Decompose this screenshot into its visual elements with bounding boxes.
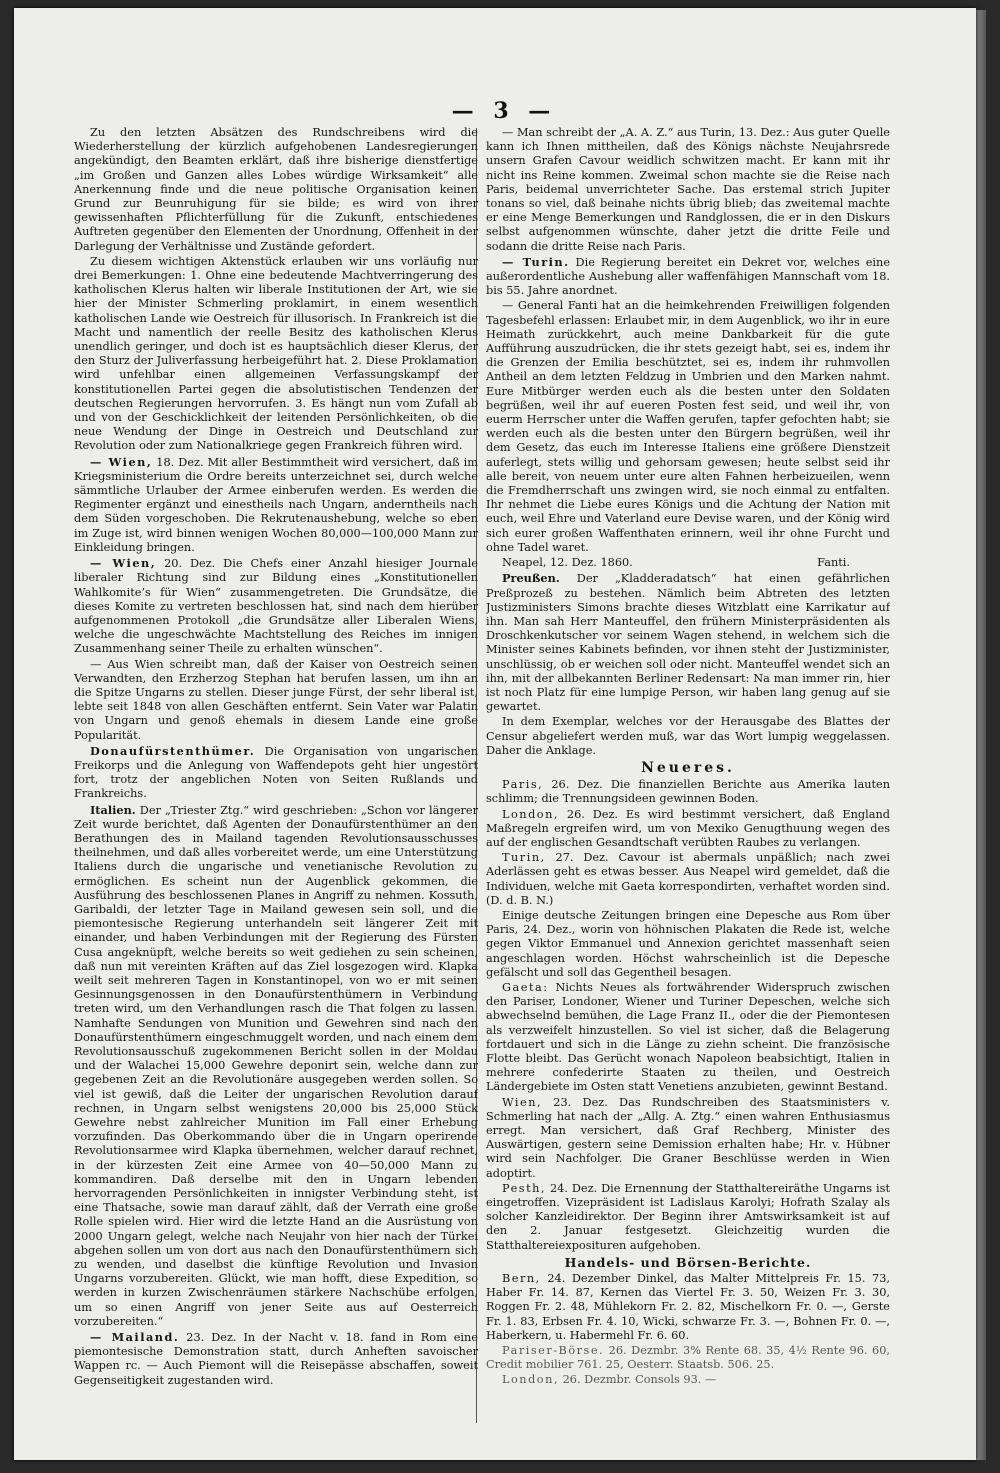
dateline: Preußen. xyxy=(502,571,560,586)
section-heading-boersen: Handels- und Börsen-Berichte. xyxy=(564,1254,812,1270)
paragraph: London, 26. Dez. Es wird bestimmt versichert, daß England Maßregeln ergreifen wird, um von Mexiko Genugthuung wegen des auf der englischen Gesandtschaft verübten Raubes zu verlangen. xyxy=(486,807,890,849)
paragraph: Gaeta: Nichts Neues als fortwährender Widerspruch zwischen den Pariser, Londoner, Wiener und Turiner Depeschen, welche sich abwechselnd bemühen, die Lage Franz II., oder die der Piemontesen als verzweifelt hinzustellen. So viel ist sicher, daß die Belagerung fortdauert und sich in die Länge zu ziehn scheint. Die französische Flotte bleibt. Das Gerücht wonach Napoleon beabsichtigt, Italien in mehrere confederirte Staaten zu theilen, und Oestreich Ländergebiete im Osten statt Venetiens anzubieten, gewinnt Bestand. xyxy=(486,980,890,1094)
paragraph: Wien, 23. Dez. Das Rundschreiben des Staatsministers v. Schmerling hat nach der „Allg. A. Ztg.“ einen wahren Enthusiasmus erregt. Man versichert, daß Graf Rechberg, Minister des Auswärtigen, gestern seine Demission erhalten habe; Hr. v. Hübner wird sein Nachfolger. Die Graner Beschlüsse werden in Wien adoptirt. xyxy=(486,1095,890,1180)
paragraph: — Wien, 20. Dez. Die Chefs einer Anzahl hiesiger Journale liberaler Richtung sind zur Bildung eines „Konstitutionellen Wahlkomite’s für Wien“ zusammengetreten. Die Grundsätze, die dieses Komite zu vertreten beschlossen hat, sind nach dem hierüber aufgenommenen Protokoll „die Grundsätze aller Liberalen Wiens, welche die ungeschwächte Machtstellung des Reiches im innigen Zusammenhang seiner Theile zu erhalten wünschen“. xyxy=(74,556,478,656)
book-spine-edge xyxy=(976,10,986,1460)
signature-line: Neapel, 12. Dez. 1860. Fanti. xyxy=(502,556,850,570)
dateline: Wien, xyxy=(502,1095,543,1109)
market-report: Bern, 24. Dezember Dinkel, das Malter Mittelpreis Fr. 15. 73, Haber Fr. 14. 87, Kernen das Viertel Fr. 3. 50, Weizen Fr. 3. 30, Roggen Fr. 2. 48, Mühlekorn Fr. 2. 82, Mischelkorn Fr. 0. —, Gerste Fr. 1. 83, Erbsen Fr. 4. 10, Wicki, schwarze Fr. 3. —, Bohnen Fr. 0. —, Haberkern, u. Habermehl Fr. 6. 60. xyxy=(486,1272,890,1342)
dateline: — Turin. xyxy=(502,254,570,269)
page-number: — 3 — xyxy=(451,98,557,124)
paragraph: — Turin. Die Regierung bereitet ein Dekret vor, welches eine außerordentliche Aushebung aller waffenfähigen Mannschaft vom 18. bis 55. Jahre anordnet. xyxy=(486,254,890,298)
dateline: Donaufürstenthümer. xyxy=(90,743,256,758)
paragraph: Preußen. Der „Kladderadatsch“ hat einen gefährlichen Preßprozeß zu bestehen. Nämlich beim Abtreten des letzten Justizministers Simons brachte dieses Witzblatt eine Karrikatur auf ihn. Man sah Herr Manteuffel, den frühern Ministerpräsidenten als Droschkenkutscher vor seinem Wagen stehend, in welchem sich die Minister seines Kabinets befinden, vor ihnen steht der Justizminister, unschlüssig, ob er weichen soll oder nicht. Manteuffel wendet sich an ihn, mit der allbekannten Berliner Redensart: Na man immer rin, hier ist noch Platz für eine lumpige Person, wir haben lang genug auf sie gewartet. xyxy=(486,571,890,714)
paragraph: Zu diesem wichtigen Aktenstück erlauben wir uns vorläufig nur drei Bemerkungen: 1. Ohne eine bedeutende Machtverringerung des katholischen Klerus halten wir liberale Institutionen der Art, wie sie hier der Minister Schmerling proklamirt, in einem wesentlich katholischen Lande wie Oestreich für illusorisch. In Frankreich ist die Macht und namentlich der reelle Besitz des katholischen Klerus unendlich geringer, und doch ist es hauptsächlich dieser Klerus, der den Sturz der Juliverfassung herbeigeführt hat. 2. Diese Proklamation wird unfehlbar einen allgemeinen Verfassungskampf der konstitutionellen Partei gegen die absolutistischen Tendenzen der deutschen Regierungen hervorrufen. 3. Es hängt nun vom Zufall ab und von der Geschicklichkeit der leitenden Persönlichkeiten, ob die neue Wendung der Dinge in Oestreich und Deutschland zur Revolution oder zum Nationalkriege gegen Frankreich führen wird. xyxy=(74,254,478,453)
section-heading-neueres: Neueres. xyxy=(641,759,735,776)
dateline: Paris, xyxy=(502,778,544,792)
paragraph: Zu den letzten Absätzen des Rundschreibens wird die Wiederherstellung der kürzlich aufgehobenen Landesregierungen angekündigt, den Beamten erklärt, daß ihre bisherige dienstfertige „im Großen und Ganzen alles Lobes würdige Wirksamkeit“ alle Anerkennung finde und die neue politische Organisation keinen Grund zur Beunruhigung für sie bilde; es wird von ihrer gewissenhaften Pflichterfüllung für die Zukunft, entschiedenes Auftreten gegenüber den Elementen der Unordnung, Offenheit in der Darlegung der Verhältnisse und Zustände gefordert. xyxy=(74,126,478,253)
paragraph: Paris, 26. Dez. Die finanziellen Berichte aus Amerika lauten schlimm; die Trennungsideen gewinnen Boden. xyxy=(486,778,890,806)
paragraph: — Wien, 18. Dez. Mit aller Bestimmtheit wird versichert, daß im Kriegsministerium die Ordre bereits unterzeichnet sei, durch welche sämmtliche Urlauber der Armee einberufen werden. Es werden die Regimenter ergänzt und einestheils nach Ungarn, anderntheils nach dem Süden vorgeschoben. Die Rekrutenaushebung, welche so eben im Zuge ist, wird binnen wenigen Wochen 80,000—100,000 Mann zur Einkleidung bringen. xyxy=(74,454,478,554)
paragraph: Pesth, 24. Dez. Die Ernennung der Statthaltereiräthe Ungarns ist eingetroffen. Vizepräsident ist Ladislaus Karolyi; Hofrath Szalay als solcher Kanzleidirektor. Der Beginn ihrer Amtswirksamkeit ist auf den 2. Januar festgesetzt. Gleichzeitig wurden die Statthaltereiexposituren aufgehoben. xyxy=(486,1181,890,1252)
left-column xyxy=(74,126,478,1426)
dateline: — Wien, xyxy=(90,556,157,571)
dateline: — Mailand. xyxy=(90,1330,180,1345)
dateline: — Wien, xyxy=(90,454,153,469)
dateline: Turin, xyxy=(502,851,546,865)
dateline: Pariser-Börse. xyxy=(502,1344,605,1358)
dateline: London, xyxy=(502,807,559,821)
dateline: Gaeta: xyxy=(502,980,549,994)
paragraph: — Aus Wien schreibt man, daß der Kaiser von Oestreich seinen Verwandten, den Erzherzog Stephan hat berufen lassen, um ihn an die Spitze Ungarns zu stellen. Dieser junge Fürst, der sehr liberal ist, lebte seit 1848 von allen Geschäften entfernt. Sein Vater war Palatin von Ungarn und genoß ehemals in diesem Lande eine große Popularität. xyxy=(74,657,478,742)
paragraph: Italien. Der „Triester Ztg.“ wird geschrieben: „Schon vor längerer Zeit wurde berichtet, daß Agenten der Donaufürstenthümer an den Berathungen des in Mailand tagenden Revolutionsausschusses theilnehmen, und daß alles vorbereitet werde, um eine Unterstützung Italiens durch die ungarische und venetianische Revolution zu ermöglichen. Es scheint nun der Augenblick gekommen, die Ausführung des beschlossenen Planes in Angriff zu nehmen. Kossuth, Garibaldi, der letzter Tage in Mailand gewesen sein soll, und die piemontesische Regierung unterhandeln seit längerer Zeit mit einander, und haben Verbindungen mit der Regierung des Fürsten Cusa angeknüpft, welche bereits so weit gediehen zu sein scheinen, daß nun mit vereinten Kräften auf das Ziel losgezogen wird. Klapka weilt seit mehreren Tagen in Konstantinopel, von wo er mit seinen Gesinnungsgenossen in den Donaufürstenthümern in Verbindung treten wird, um den Verhandlungen rasch die That folgen zu lassen. Namhafte Sendungen von Munition und Gewehren sind nach den Donaufürstenthümern eingeschmuggelt worden, und nach einem dem Revolutionsausschuß zugekommenen Bericht sollen in der Moldau und der Walachei 15,000 Gewehre deponirt sein, welche dann zur gegebenen Zeit an die Revolutionäre ausgegeben werden sollen. So viel ist gewiß, daß die Leiter der ungarischen Revolution darauf rechnen, in Ungarn selbst wenigstens 20,000 bis 25,000 Stück Gewehre nebst zahlreicher Munition im Fall einer Erhebung vorzufinden. Das Oberkommando über die in Ungarn operirende Revolutionsarmee wird Klapka übernehmen, welcher darauf rechnet, in der kürzesten Zeit eine Armee von 40—50,000 Mann zu kommandiren. Daß derselbe mit den in Ungarn lebenden hervorragenden Persönlichkeiten in innigster Verbindung steht, ist eine Thatsache, sowie man darauf zählt, daß der Verrath eine große Rolle spielen wird. Hier wird die letzte Hand an die Ausrüstung von 2000 Ungarn gelegt, welche nach Neujahr von hier nach der Türkei abgehen sollen um von dort aus nach den Donaufürstenthümern sich zu wenden, und daselbst die künftige Revolution und Invasion Ungarns vorzubereiten. Glückt, wie man hofft, diese Expedition, so werden in kurzen Zwischenräumen stärkere Nachschübe erfolgen, um so einen Angriff von jener Seite aus auf Oesterreich vorzubereiten.“ xyxy=(74,802,478,1328)
paragraph: In dem Exemplar, welches vor der Herausgabe des Blattes der Censur abgeliefert werden muß, war das Wort lumpig weggelassen. Daher die Anklage. xyxy=(486,715,890,757)
paragraph: — Man schreibt der „A. A. Z.“ aus Turin, 13. Dez.: Aus guter Quelle kann ich Ihnen mittheilen, daß des Königs nächste Neujahrsrede unsern Grafen Cavour weidlich schwitzen macht. Er kann mit ihr nicht ins Reine kommen. Zweimal schon machte sie die Reise nach Paris, beidemal unverrichteter Sache. Das erstemal strich Jupiter tonans so viel, daß beinahe nichts übrig blieb; das zweitemal machte er eine Menge Bemerkungen und Randglossen, die er in den Diskurs selbst aufgenommen wünschte, daher jetzt die dritte Feile und sodann die dritte Reise nach Paris. xyxy=(486,126,890,253)
paragraph: — General Fanti hat an die heimkehrenden Freiwilligen folgenden Tagesbefehl erlassen: Erlaubet mir, in dem Augenblick, wo ihr in eure Heimath zurückkehrt, auch meine Dankbarkeit für die gute Aufführung auszudrücken, die ihr stets gezeigt habt, sei es, indem ihr die Grenzen der Emilia beschütztet, sei es, indem ihr ruhmvollen Antheil an dem letzten Feldzug in Umbrien und den Marken nahmt. Eure Mitbürger werden euch als die besten unter den Soldaten begrüßen, weil ihr auf eueren Posten fest seid, und weil ihr, von euerm Herrscher unter die Waffen gerufen, tapfer gefochten habt; sie werden euch als die besten unter den Bürgern begrüßen, weil ihr dem Gesetz, das euch im Interesse Italiens eine größere Dienstzeit auferlegt, stets willig und gehorsam gewesen; heute selbst seid ihr alle bereit, von neuem unter eure alten Fahnen herbeizueilen, wenn die Fremdherrschaft uns zwingen wird, sie noch einmal zu entfalten. Ihr nehmet die Liebe eures Königs und die Achtung der Nation mit euch, weil Ehre und Vaterland eure Devise waren, und der König wird sich eurer großen Waffenthaten erinnern, weil ihr ohne Furcht und ohne Tadel waret. xyxy=(486,299,890,554)
paragraph: Turin, 27. Dez. Cavour ist abermals unpäßlich; nach zwei Aderlässen geht es etwas besser. Aus Neapel wird gemeldet, daß die Individuen, welche mit Gaeta korrespondirten, verhaftet worden sind. (D. d. B. N.) xyxy=(486,851,890,907)
market-report: London, 26. Dezmbr. Consols 93. — xyxy=(502,1373,717,1387)
paragraph: Einige deutsche Zeitungen bringen eine Depesche aus Rom über Paris, 24. Dez., worin von höhnischen Plakaten die Rede ist, welche gegen Viktor Emmanuel und Annexion gerichtet massenhaft seien angeschlagen worden. Höchst wahrscheinlich ist die Depesche gefälscht und soll das Gegentheil besagen. xyxy=(486,908,890,979)
right-column xyxy=(486,126,890,1426)
market-report: Pariser-Börse. 26. Dezmbr. 3% Rente 68. 35, 4½ Rente 96. 60, Credit mobilier 761. 25, Oesterr. Staatsb. 506. 25. xyxy=(486,1344,890,1372)
dateline: Pesth, xyxy=(502,1181,546,1195)
dateline: Bern, xyxy=(502,1272,541,1286)
dateline: Italien. xyxy=(90,802,136,817)
paragraph: Donaufürstenthümer. Die Organisation von ungarischen Freikorps und die Anlegung von Waffendepots geht hier ungestört fort, trotz der angeblichen Noten von Seiten Rußlands und Frankreichs. xyxy=(74,743,478,801)
paragraph: — Mailand. 23. Dez. In der Nacht v. 18. fand in Rom eine piemontesische Demonstration statt, durch Anheften savoischer Wappen rc. — Auch Piemont will die Reisepässe abschaffen, soweit Gegenseitigkeit zugestanden wird. xyxy=(74,1330,478,1387)
dateline: London, xyxy=(502,1373,559,1387)
